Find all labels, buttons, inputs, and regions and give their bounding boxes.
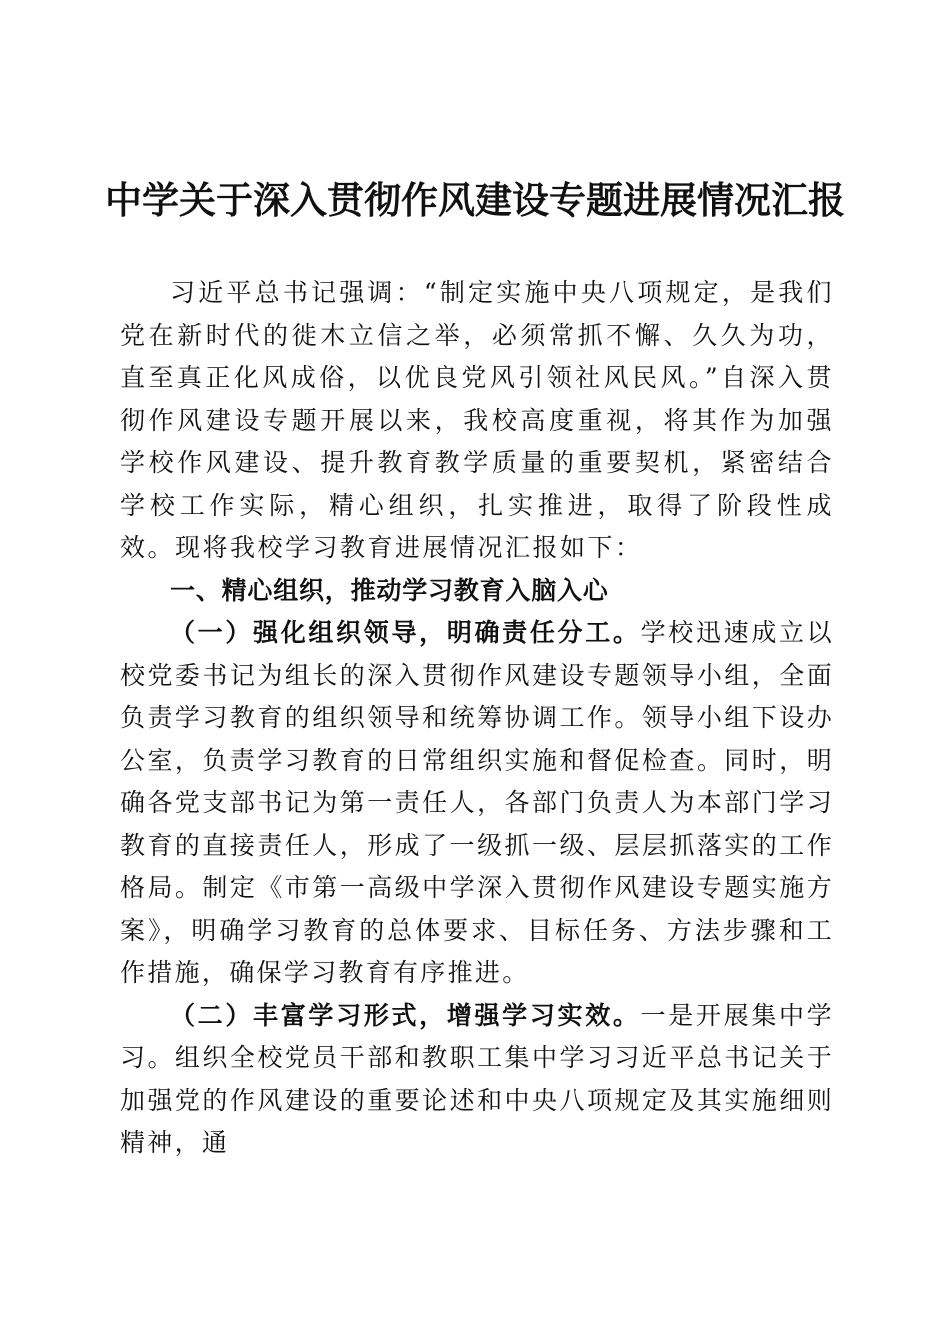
document-title: 中学关于深入贯彻作风建设专题进展情况汇报 bbox=[105, 179, 845, 222]
intro-paragraph: 习近平总书记强调：“制定实施中央八项规定，是我们党在新时代的徙木立信之举，必须常抓不懈、久久为功，直至真正化风成俗，以优良党风引领社风民风。”自深入贯彻作风建设专题开展以来，我校高度重视，将其作为加强学校作风建设、提升教育教学质量的重要契机，紧密结合学校工作实际，精心组织，扎实推进，取得了阶段性成效。现将我校学习教育进展情况汇报如下： bbox=[120, 278, 834, 562]
paragraph-text: 学校迅速成立以校党委书记为组长的深入贯彻作风建设专题领导小组，全面负责学习教育的组织领导和统筹协调工作。领导小组下设办公室，负责学习教育的日常组织实施和督促检查。同时，明确各党支部书记为第一责任人，各部门负责人为本部门学习教育的直接责任人，形成了一级抓一级、层层抓落实的工作格局。制定《市第一高级中学深入贯彻作风建设专题实施方案》，明确学习教育的总体要求、目标任务、方法步骤和工作措施，确保学习教育有序推进。 bbox=[120, 618, 834, 987]
paragraph-text: 一是开展集中学习。组织全校党员干部和教职工集中学习习近平总书记关于加强党的作风建设的重要论述和中央八项规定及其实施细则精神，通 bbox=[120, 1000, 834, 1157]
document-body bbox=[120, 272, 834, 1165]
paragraph-subhead: （二）丰富学习形式，增强学习实效。 bbox=[170, 1000, 641, 1030]
paragraph-subhead: （一）强化组织领导，明确责任分工。 bbox=[170, 618, 641, 647]
section-paragraph-2 bbox=[120, 995, 834, 1165]
section-paragraph-1 bbox=[120, 612, 834, 995]
section-heading: 一、精心组织，推动学习教育入脑入心 bbox=[170, 575, 609, 605]
